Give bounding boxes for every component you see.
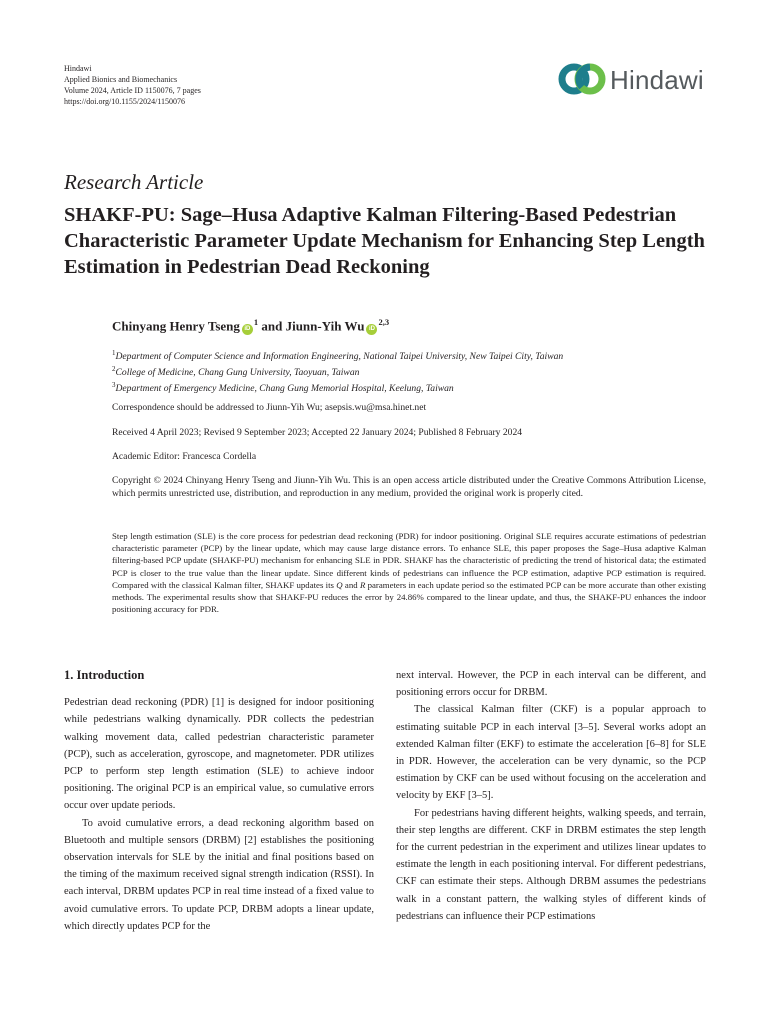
author-list [112,317,389,335]
paragraph: The classical Kalman filter (CKF) is a popular approach to estimating suitable PCP in each interval [3–5]. Several works adopt an extended Kalman filter (EKF) to estimate the acceleration [6–8] for SLE in PDR. However, the acceleration can be very dynamic, so the PCP estimation by CKF can be used without focusing on the acceleration and velocity by EKF [3–5]. [396,704,706,802]
article-type: Research Article [64,170,204,194]
abstract: Step length estimation (SLE) is the core process for pedestrian dead reckoning (PDR) for indoor positioning. Original SLE requires accurate estimations of pedestrian characteristic parameter (PCP) by the linear update, which may cause large distance errors. To enhance SLE, this paper proposes the Sage–Husa adaptive Kalman filtering-based PCP update (SHAKF-PU) mechanism for enhancing SLE in PDR. SHAKF has the characteristic of predicting the trend of historical data; the estimated PCP is closer to the true value than the linear update. Since different kinds of pedestrians can influence the PCP estimation, adaptive PCP estimation is required. Compared with the classical Kalman filter, SHAKF updates its Q and R parameters in each update period so the estimated PCP can be more accurate than other existing methods. The experimental results show that SHAKF-PU reduces the error by 24.86% compared to the linear update, and thus, the SHAKF-PU enhances the indoor positioning accuracy for PDR. [112,531,707,615]
hindawi-logo [556,60,716,102]
journal-name: Applied Bionics and Biomechanics [64,75,178,84]
logo-wordmark: Hindawi [610,65,704,95]
author-name: Chinyang Henry Tseng [112,318,240,334]
author-conjunction: and [261,318,283,334]
right-column [396,667,706,925]
orcid-icon[interactable]: iD [366,324,377,335]
volume-info: Volume 2024, Article ID 1150076, 7 pages [64,86,201,95]
article-title: SHAKF-PU: Sage–Husa Adaptive Kalman Filtering-Based Pedestrian Characteristic Parameter Update Mechanism for Enhancing Step Length Estimation in Pedestrian Dead Reckoning [64,204,705,278]
affiliation: $^3$Department of Emergency Medicine, Chang Gung Memorial Hospital, Keelung, Taiwan [112,381,454,395]
journal-meta [64,63,201,107]
publisher-name: Hindawi [64,64,92,73]
copyright-notice: Copyright © 2024 Chinyang Henry Tseng and Jiunn-Yih Wu. This is an open access article distributed under the Creative Commons Attribution License, which permits unrestricted use, distribution, and reproduction in any medium, provided the original work is properly cited. [112,475,706,500]
academic-editor: Academic Editor: Francesca Cordella [112,451,257,462]
publication-dates: Received 4 April 2023; Revised 9 September 2023; Accepted 22 January 2024; Published 8 February 2024 [112,427,523,438]
author-affil-ref: 1 [253,317,259,327]
affiliation: $^2$College of Medicine, Chang Gung University, Taoyuan, Taiwan [112,365,360,379]
left-column [64,667,374,935]
doi-link[interactable]: https://doi.org/10.1155/2024/1150076 [64,97,186,106]
paragraph: For pedestrians having different heights, walking speeds, and terrain, their step lengths are different. CKF in DRBM estimates the step length for the current pedestrian in the experiment and utilizes linear updates to estimate the length in each positioning interval. For different pedestrians, CKF can estimate their steps. Although DRBM assumes the pedestrians walk in a constant pattern, the walking styles of different kinds of pedestrians can influence their PCP estimations [396,807,706,922]
paragraph: next interval. However, the PCP in each interval can be different, and positioning errors occur for DRBM. [396,670,706,699]
hindawi-logo-icon [556,60,608,98]
affiliation: $^1$Department of Computer Science and Information Engineering, National Taipei University, New Taipei City, Taiwan [112,349,564,363]
paragraph: Pedestrian dead reckoning (PDR) [1] is designed for indoor positioning while pedestrians walking dynamically. PDR collects the pedestrian walking movement data, called pedestrian characteristic parameter (PCP), such as acceleration, gyroscope, and magnetometer. PDR utilizes PCP to perform step length estimation (SLE) to achieve indoor positioning. The original PCP is an empirical value, so cumulative errors occur over update periods. [64,697,374,812]
orcid-icon[interactable]: iD [242,324,253,335]
paragraph: To avoid cumulative errors, a dead reckoning algorithm based on Bluetooth and multiple sensors (DRBM) [2] establishes the positioning observation intervals for SLE by the initial and final positions based on the timing of the maximum received signal strength indication (RSSI). In each interval, DRBM updates PCP in real time instead of a fixed value to avoid cumulative errors. To update PCP, DRBM adopts a linear update, which directly updates PCP for the [64,817,374,932]
section-heading: 1. Introduction [64,668,145,682]
correspondence: Correspondence should be addressed to Jiunn-Yih Wu; asepsis.wu@msa.hinet.net [112,402,427,413]
author-name: Jiunn-Yih Wu [285,318,365,334]
author-affil-ref: 2,3 [378,317,390,327]
affiliations [112,347,563,396]
